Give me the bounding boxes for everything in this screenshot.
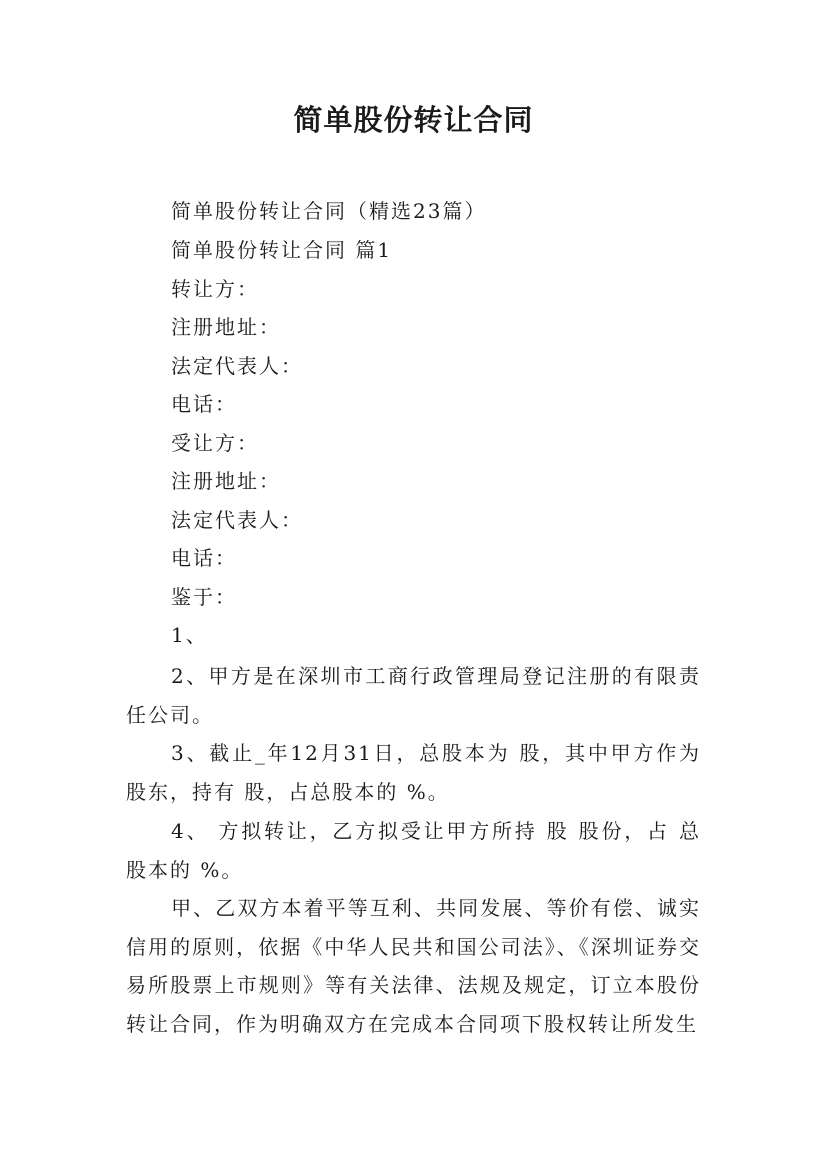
clause-2-text: 2、甲方是在深圳市工商行政管理局登记注册的有限责任公司。: [126, 664, 701, 727]
clause-3-text: 3、截止_年12月31日，总股本为 股，其中甲方作为股东，持有 股，占总股本的 %。: [126, 741, 701, 804]
transferee-representative-label: 法定代表人：: [171, 508, 303, 532]
clause-1: 1、: [171, 623, 208, 647]
whereas-label: 鉴于：: [171, 585, 237, 609]
clause-4-text: 4、 方拟转让，乙方拟受让甲方所持 股 股份，占 总股本的 %。: [126, 819, 701, 882]
section-heading: 简单股份转让合同 篇1: [171, 238, 393, 262]
subtitle-line: 简单股份转让合同（精选23篇）: [171, 199, 487, 223]
clause-4-paragraph: [126, 812, 701, 889]
transferor-representative-label: 法定代表人：: [171, 354, 303, 378]
preamble-text: 甲、乙双方本着平等互利、共同发展、等价有偿、诚实信用的原则，依据《中华人民共和国公司法》、《深圳证券交易所股票上市规则》等有关法律、法规及规定，订立本股份转让合同，作为明确双方在完成本合同项下股权转让所发生: [126, 896, 701, 1036]
transferee-label: 受让方：: [171, 431, 259, 455]
transferor-address-label: 注册地址：: [171, 315, 281, 339]
preamble-paragraph: [126, 889, 701, 1043]
clause-2-paragraph: [126, 657, 701, 734]
clause-3-paragraph: [126, 734, 701, 811]
transferee-phone-label: 电话：: [171, 546, 237, 570]
document-title: 简单股份转让合同: [293, 103, 534, 137]
transferor-phone-label: 电话：: [171, 392, 237, 416]
transferor-label: 转让方：: [171, 277, 259, 301]
transferee-address-label: 注册地址：: [171, 469, 281, 493]
